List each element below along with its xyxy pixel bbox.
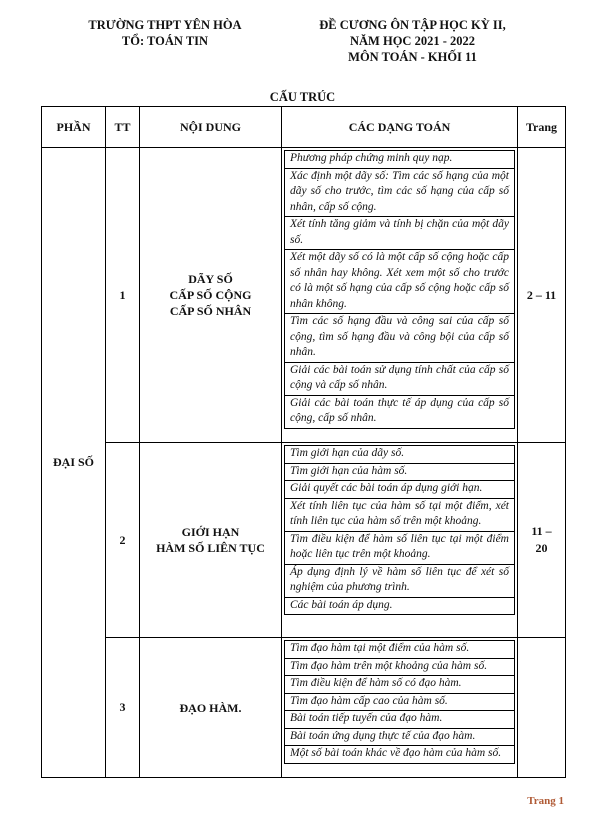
list-item: Áp dụng định lý về hàm số liên tục để xét số nghiệm của phương trình. — [284, 564, 515, 598]
list-item: Các bài toán áp dụng. — [284, 597, 515, 616]
list-item: Một số bài toán khác về đạo hàm của hàm số. — [284, 745, 515, 764]
title-line-3: MÔN TOÁN - KHỐI 11 — [348, 50, 477, 64]
page-range: 2 – 11 — [526, 287, 557, 302]
part-cell: ĐẠI SỐ — [42, 148, 106, 778]
list-item: Tìm giới hạn của hàm số. — [284, 463, 515, 482]
list-item: Phương pháp chứng minh quy nạp. — [284, 150, 515, 169]
list-item: Bài toán tiếp tuyến của đạo hàm. — [284, 710, 515, 729]
content-line: CẤP SỐ CỘNG — [169, 288, 252, 302]
page-number: Trang 1 — [527, 795, 564, 807]
school-header — [60, 17, 270, 49]
list-item: Xác định một dãy số: Tìm các số hạng của một dãy số cho trước, tìm các số hạng của cấp số nhân, cấp số cộng. — [284, 168, 515, 218]
content-cell — [140, 638, 282, 778]
list-item: Tìm điều kiện để hàm số liên tục tại một điểm hoặc liên tục trên một khoảng. — [284, 531, 515, 565]
content-cell — [140, 148, 282, 443]
content-cell — [140, 443, 282, 638]
content-line: CẤP SỐ NHÂN — [169, 304, 252, 318]
list-item: Giải các bài toán thực tế áp dụng của cấp số cộng, cấp số nhân. — [284, 395, 515, 429]
content-line: DÃY SỐ — [188, 272, 233, 286]
column-header-forms: CÁC DẠNG TOÁN — [282, 107, 518, 148]
list-item: Giải các bài toán sử dụng tính chất của cấp số cộng và cấp số nhân. — [284, 362, 515, 396]
school-name: TRƯỜNG THPT YÊN HÒA — [88, 18, 242, 32]
list-item: Xét một dãy số có là một cấp số cộng hoặc cấp số nhân hay không. Xét xem một số cho trước có là một số hạng của cấp số cộng hoặc cấp số nhân không. — [284, 249, 515, 314]
tt-cell: 1 — [106, 148, 140, 443]
title-line-2: NĂM HỌC 2021 - 2022 — [350, 34, 475, 48]
column-header-part: PHẦN — [42, 107, 106, 148]
page-range-start: 11 – — [531, 524, 552, 538]
tt-cell: 3 — [106, 638, 140, 778]
list-item: Tìm đạo hàm trên một khoảng của hàm số. — [284, 658, 515, 677]
list-item: Xét tính tăng giảm và tính bị chặn của một dãy số. — [284, 216, 515, 250]
list-item: Tìm giới hạn của dãy số. — [284, 445, 515, 464]
column-header-tt: TT — [106, 107, 140, 148]
table-row — [42, 443, 566, 638]
page-cell — [518, 638, 566, 778]
list-item: Giải quyết các bài toán áp dụng giới hạn. — [284, 480, 515, 499]
table-row — [42, 638, 566, 778]
page-cell — [518, 148, 566, 443]
list-item: Tìm điều kiện để hàm số có đạo hàm. — [284, 675, 515, 694]
structure-title: CẤU TRÚC — [269, 90, 336, 104]
structure-table — [41, 106, 566, 778]
list-item: Tìm đạo hàm cấp cao của hàm số. — [284, 693, 515, 712]
department-name: TỔ: TOÁN TIN — [121, 34, 209, 48]
column-header-content: NỘI DUNG — [140, 107, 282, 148]
tt-cell: 2 — [106, 443, 140, 638]
list-item: Xét tính liên tục của hàm số tại một điểm, xét tính liên tục của hàm số trên một khoảng. — [284, 498, 515, 532]
list-item: Tìm các số hạng đầu và công sai của cấp số cộng, tìm số hạng đầu và công bội của cấp số nhân. — [284, 313, 515, 363]
forms-cell — [282, 443, 518, 638]
title-line-1: ĐỀ CƯƠNG ÔN TẬP HỌC KỲ II, — [319, 18, 506, 32]
table-header-row — [42, 107, 566, 148]
content-line: ĐẠO HÀM. — [179, 700, 242, 715]
forms-cell — [282, 148, 518, 443]
page-cell — [518, 443, 566, 638]
document-title — [285, 17, 540, 65]
content-line: HÀM SỐ LIÊN TỤC — [156, 541, 265, 555]
content-line: GIỚI HẠN — [181, 525, 240, 539]
page-range-end: 20 — [535, 541, 548, 555]
table-row — [42, 148, 566, 443]
forms-cell — [282, 638, 518, 778]
list-item: Tìm đạo hàm tại một điểm của hàm số. — [284, 640, 515, 659]
column-header-page: Trang — [518, 107, 566, 148]
list-item: Bài toán ứng dụng thực tế của đạo hàm. — [284, 728, 515, 747]
